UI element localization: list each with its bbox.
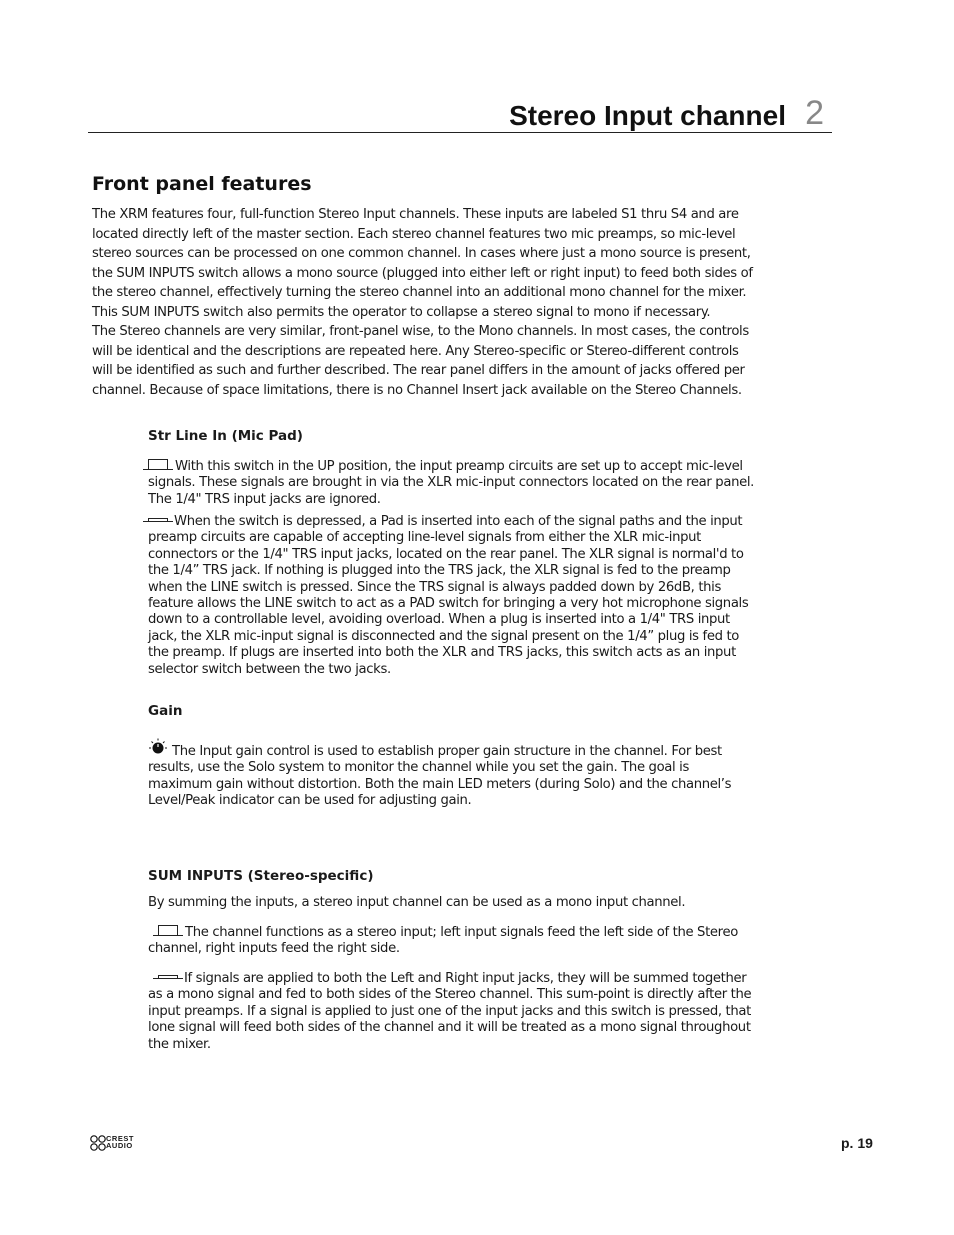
switch-up-icon: [158, 925, 178, 936]
str-line-in-up-paragraph: [148, 459, 756, 508]
chapter-number: 2: [805, 94, 824, 132]
crest-audio-logo-icon: [90, 1135, 106, 1156]
gain-paragraph: [148, 738, 756, 810]
section-heading: Front panel features: [92, 173, 312, 195]
switch-up-icon: [148, 459, 168, 470]
sum-inputs-heading: SUM INPUTS (Stereo-specific): [148, 868, 374, 884]
switch-down-icon: [148, 518, 168, 522]
logo-line-1: CREST: [106, 1134, 134, 1143]
page-number: p. 19: [841, 1135, 873, 1151]
gain-text: The Input gain control is used to establish proper gain structure in the channel. For best results, use the Solo system to monitor the channel while you set the gain. The goal is maximum gain without distortion. Both the main LED meters (during Solo) and the channel’s Level/Peak indicator can be used for adjusting gain.: [148, 744, 732, 809]
gain-heading: Gain: [148, 703, 183, 719]
intro-paragraph-2: The Stereo channels are very similar, front-panel wise, to the Mono channels. In most cases, the controls will be identical and the descriptions are repeated here. Any Stereo-specific or Stereo-different controls will be identified as such and further described. The rear panel differs in the amount of jacks offered per channel. Because of space limitations, there is no Channel Insert jack available on the Stereo Channels.: [92, 324, 749, 398]
sum-inputs-down-paragraph: [148, 971, 756, 1053]
switch-down-icon: [158, 975, 178, 979]
str-line-in-down-text: When the switch is depressed, a Pad is inserted into each of the signal paths and the input preamp circuits are capable of accepting line-level signals from either the XLR mic-input connectors or the 1/4" TRS input jacks, located on the rear panel. The XLR signal is normal'd to the 1/4” TRS jack. If nothing is plugged into the TRS jack, the XLR signal is fed to the preamp when the LINE switch is pressed. Since the TRS signal is always padded down by 26dB, this feature allows the LINE switch to act as a PAD switch for bringing a very hot microphone signals down to a controllable level, avoiding overload. When a plug is inserted into a 1/4" TRS input jack, the XLR mic-input signal is disconnected and the signal present on the 1/4” plug is fed to the preamp. If plugs are inserted into both the XLR and TRS jacks, this switch acts as an input selector switch between the two jacks.: [148, 514, 749, 677]
str-line-in-heading: Str Line In (Mic Pad): [148, 428, 303, 444]
knob-icon: [148, 738, 168, 756]
sum-inputs-intro: By summing the inputs, a stereo input channel can be used as a mono input channel.: [148, 895, 686, 910]
chapter-header: [88, 96, 832, 133]
sum-inputs-up-text: The channel functions as a stereo input; left input signals feed the left side of the Stereo channel, right inputs feed the right side.: [148, 925, 738, 957]
str-line-in-up-text: With this switch in the UP position, the input preamp circuits are set up to accept mic-level signals. These signals are brought in via the XLR mic-input connectors located on the rear panel. The 1/4" TRS input jacks are ignored.: [148, 459, 754, 507]
logo-line-2: AUDIO: [106, 1141, 133, 1150]
chapter-title: Stereo Input channel: [509, 100, 786, 131]
intro-paragraph-1: The XRM features four, full-function Stereo Input channels. These inputs are labeled S1 thru S4 and are located directly left of the master section. Each stereo channel features two mic preamps, so mic-level stereo sources can be processed on one common channel. In cases where just a mono source is present, the SUM INPUTS switch allows a mono source (plugged into either left or right input) to feed both sides of the stereo channel, effectively turning the stereo channel into an additional mono channel for the mixer. This SUM INPUTS switch also permits the operator to collapse a stereo signal to mono if necessary.: [92, 207, 753, 320]
str-line-in-down-paragraph: [148, 514, 756, 678]
sum-inputs-down-text: If signals are applied to both the Left and Right input jacks, they will be summed together as a mono signal and fed to both sides of the Stereo channel. This sum-point is directly after the input preamps. If a signal is applied to just one of the input jacks and this switch is pressed, that lone signal will feed both sides of the channel and it will be treated as a mono signal throughout the mixer.: [148, 971, 752, 1052]
logo-wordmark: [106, 1135, 134, 1149]
intro-text: [92, 205, 760, 400]
sum-inputs-up-paragraph: [148, 925, 756, 958]
